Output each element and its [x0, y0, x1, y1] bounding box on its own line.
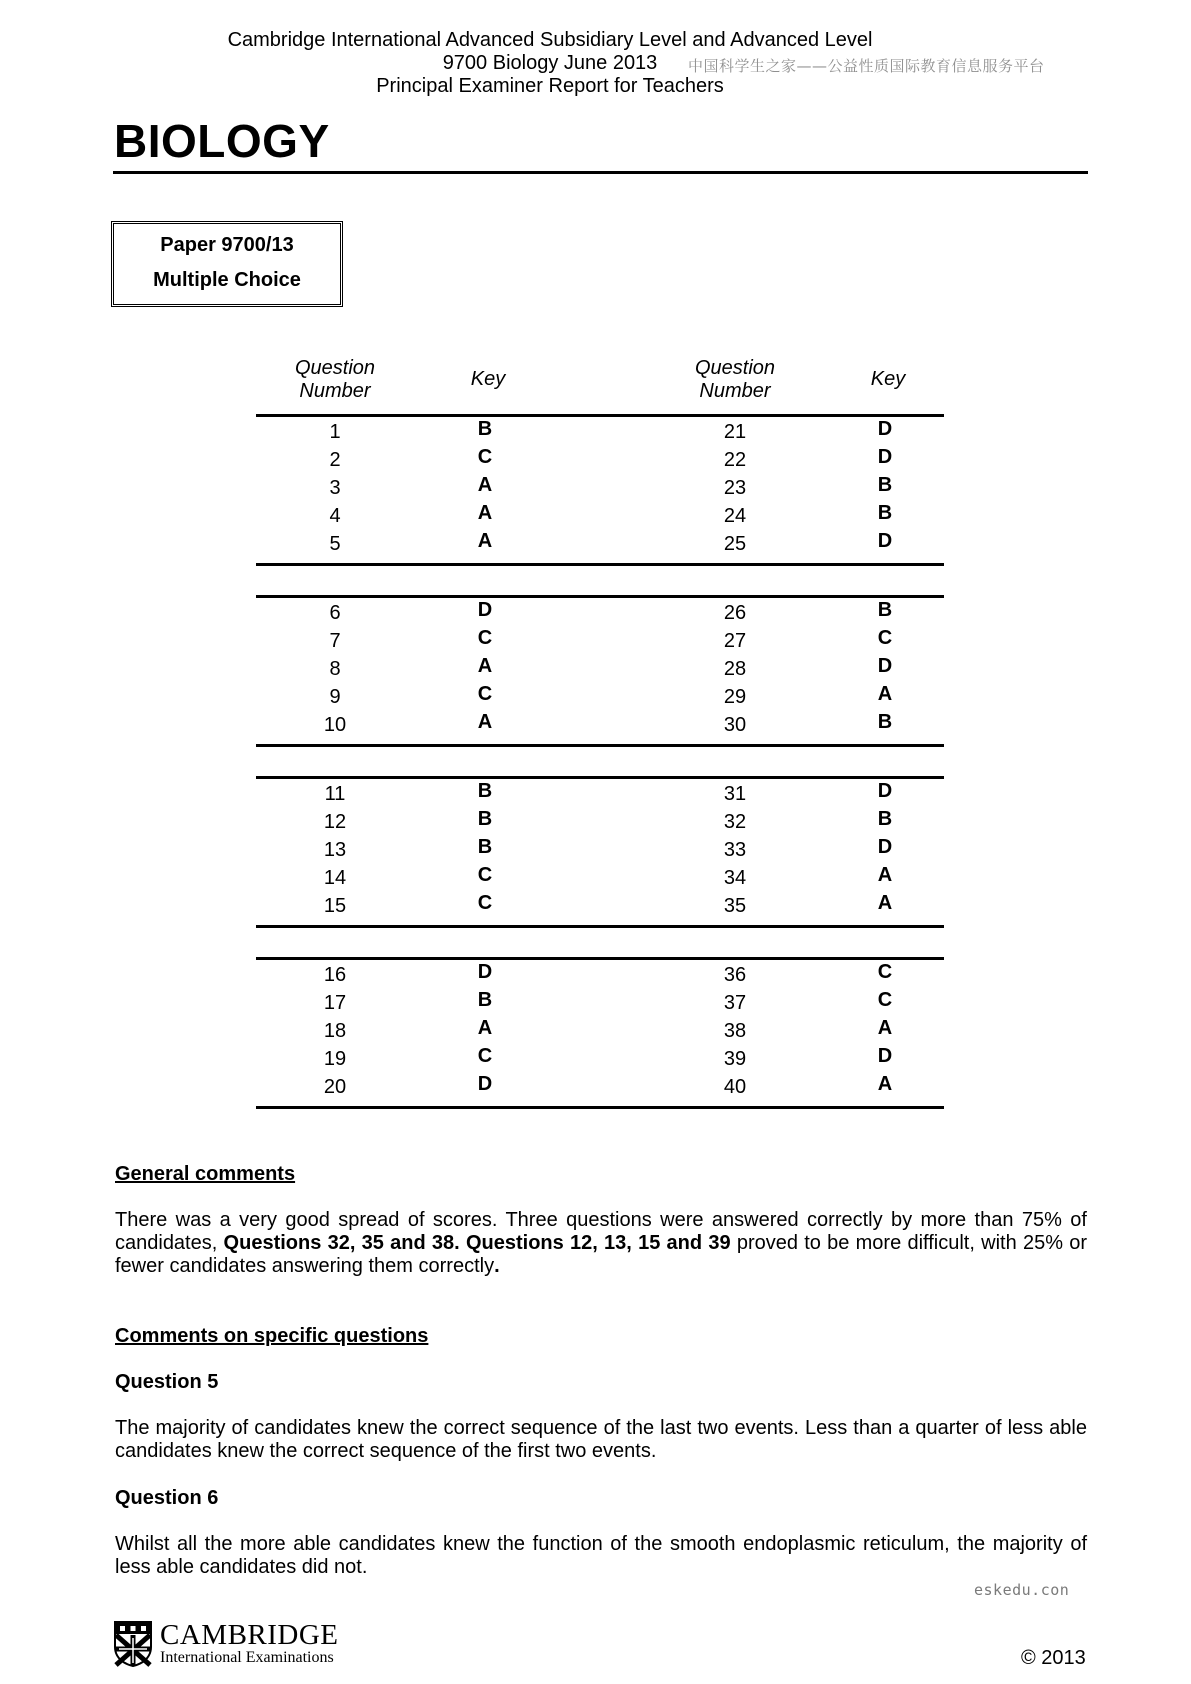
question-number: 35 [723, 895, 747, 917]
question-number: 20 [323, 1076, 347, 1098]
answer-key: B [477, 836, 493, 858]
table-row [256, 655, 944, 688]
question-5-heading: Question 5 [115, 1371, 219, 1393]
table-row [256, 892, 944, 925]
answer-key: A [877, 892, 893, 914]
copyright: © 2013 [1021, 1647, 1086, 1669]
answer-key: D [877, 655, 893, 677]
answer-key: C [477, 627, 493, 649]
question-number: 9 [329, 686, 341, 708]
answer-key: B [477, 418, 493, 440]
header-line-3: Principal Examiner Report for Teachers [376, 75, 724, 97]
table-row [256, 418, 944, 451]
question-number: 3 [329, 477, 341, 499]
answer-key: D [877, 418, 893, 440]
paper-type: Multiple Choice [153, 269, 301, 291]
answer-key: B [477, 989, 493, 1011]
site-watermark: eskedu.con [974, 1581, 1070, 1599]
answer-key: C [477, 864, 493, 886]
cambridge-crest-icon [114, 1621, 152, 1667]
question-number: 11 [324, 783, 346, 805]
answer-key: D [877, 1045, 893, 1067]
question-number: 10 [323, 714, 347, 736]
table-row [256, 961, 944, 994]
table-row [256, 1017, 944, 1050]
question-number: 40 [723, 1076, 747, 1098]
question-number: 7 [329, 630, 341, 652]
logo-name: CAMBRIDGE [160, 1619, 339, 1651]
answer-block [256, 595, 944, 747]
paper-code: Paper 9700/13 [160, 234, 294, 256]
question-number: 2 [329, 449, 341, 471]
general-comments-heading: General comments [115, 1163, 296, 1185]
answer-key: C [477, 892, 493, 914]
question-number: 18 [323, 1020, 347, 1042]
answer-key: A [477, 655, 493, 677]
question-number: 8 [329, 658, 341, 680]
general-comments-text: There was a very good spread of scores. Three questions were answered correctly by more than 75% of candidates, Questions 32, 35 and 38. Questions 12, 13, 15 and 39 proved to be more difficult, with 25% or fewer candidates answering them correctly. [115, 1209, 1088, 1277]
question-number: 29 [723, 686, 747, 708]
answer-key: C [477, 1045, 493, 1067]
answer-key: B [877, 502, 893, 524]
answer-key: D [877, 530, 893, 552]
title-rule [113, 171, 1088, 174]
answer-key: A [877, 1017, 893, 1039]
table-row [256, 502, 944, 535]
answer-key: C [477, 446, 493, 468]
question-number: 1 [329, 421, 341, 443]
question-number: 14 [323, 867, 347, 889]
question-number: 23 [723, 477, 747, 499]
question-number: 21 [723, 421, 747, 443]
answer-key: D [477, 599, 493, 621]
answer-key: B [877, 474, 893, 496]
question-number: 27 [723, 630, 747, 652]
column-header-key-right: Key [870, 368, 906, 390]
question-number: 37 [723, 992, 747, 1014]
question-number: 13 [323, 839, 347, 861]
question-number: 30 [723, 714, 747, 736]
question-6-text: Whilst all the more able candidates knew the function of the smooth endoplasmic reticulum, the majority of less able candidates did not. [115, 1533, 1087, 1578]
logo-subtitle: International Examinations [160, 1649, 334, 1666]
column-header-question-right: Question Number [694, 357, 776, 402]
answer-key: B [877, 599, 893, 621]
answer-key: D [477, 961, 493, 983]
table-row [256, 627, 944, 660]
answer-key: C [877, 961, 893, 983]
table-row [256, 683, 944, 716]
answer-key: D [877, 780, 893, 802]
answer-key: B [477, 780, 493, 802]
table-row [256, 446, 944, 479]
answer-key: B [877, 808, 893, 830]
answer-block [256, 776, 944, 928]
question-number: 15 [323, 895, 347, 917]
answer-key: B [477, 808, 493, 830]
question-number: 34 [723, 867, 747, 889]
table-row [256, 530, 944, 563]
header-line-2: 9700 Biology June 2013 [442, 52, 658, 74]
answer-key: D [477, 1073, 493, 1095]
answer-key: D [877, 836, 893, 858]
answer-block [256, 957, 944, 1109]
question-number: 12 [323, 811, 347, 833]
question-number: 31 [723, 783, 747, 805]
subject-title: BIOLOGY [114, 115, 330, 167]
specific-comments-heading: Comments on specific questions [115, 1325, 429, 1347]
table-row [256, 711, 944, 744]
question-6-heading: Question 6 [115, 1487, 219, 1509]
answer-key: A [877, 683, 893, 705]
question-number: 24 [723, 505, 747, 527]
question-number: 39 [723, 1048, 747, 1070]
question-number: 36 [723, 964, 747, 986]
question-number: 19 [323, 1048, 347, 1070]
question-number: 6 [329, 602, 341, 624]
answer-key: C [877, 627, 893, 649]
table-row [256, 836, 944, 869]
answer-block [256, 414, 944, 566]
table-row [256, 808, 944, 841]
answer-key: A [477, 474, 493, 496]
table-row [256, 474, 944, 507]
answer-key: A [877, 864, 893, 886]
answer-key: C [477, 683, 493, 705]
answer-key: A [477, 711, 493, 733]
answer-key: C [877, 989, 893, 1011]
answer-key: A [477, 1017, 493, 1039]
table-row [256, 864, 944, 897]
chinese-watermark: 中国科学生之家——公益性质国际教育信息服务平台 [688, 57, 1045, 75]
question-number: 33 [723, 839, 747, 861]
table-row [256, 780, 944, 813]
question-number: 38 [723, 1020, 747, 1042]
question-5-text: The majority of candidates knew the correct sequence of the last two events. Less than a quarter of less able candidates knew the correct sequence of the first two events. [115, 1417, 1087, 1462]
column-header-question-left: Question Number [294, 357, 376, 402]
table-row [256, 599, 944, 632]
question-number: 17 [323, 992, 347, 1014]
answer-key: A [877, 1073, 893, 1095]
question-number: 22 [723, 449, 747, 471]
question-number: 25 [723, 533, 747, 555]
question-number: 26 [723, 602, 747, 624]
answer-key: D [877, 446, 893, 468]
question-number: 5 [329, 533, 341, 555]
table-row [256, 1045, 944, 1078]
cambridge-logo [114, 1621, 374, 1669]
table-row [256, 989, 944, 1022]
answer-key: B [877, 711, 893, 733]
header-line-1: Cambridge International Advanced Subsidiary Level and Advanced Level [227, 29, 873, 51]
question-number: 4 [329, 505, 341, 527]
table-row [256, 1073, 944, 1106]
answer-key: A [477, 530, 493, 552]
answer-key: A [477, 502, 493, 524]
paper-box [111, 221, 343, 307]
question-number: 32 [723, 811, 747, 833]
column-header-key-left: Key [470, 368, 506, 390]
question-number: 16 [323, 964, 347, 986]
question-number: 28 [723, 658, 747, 680]
